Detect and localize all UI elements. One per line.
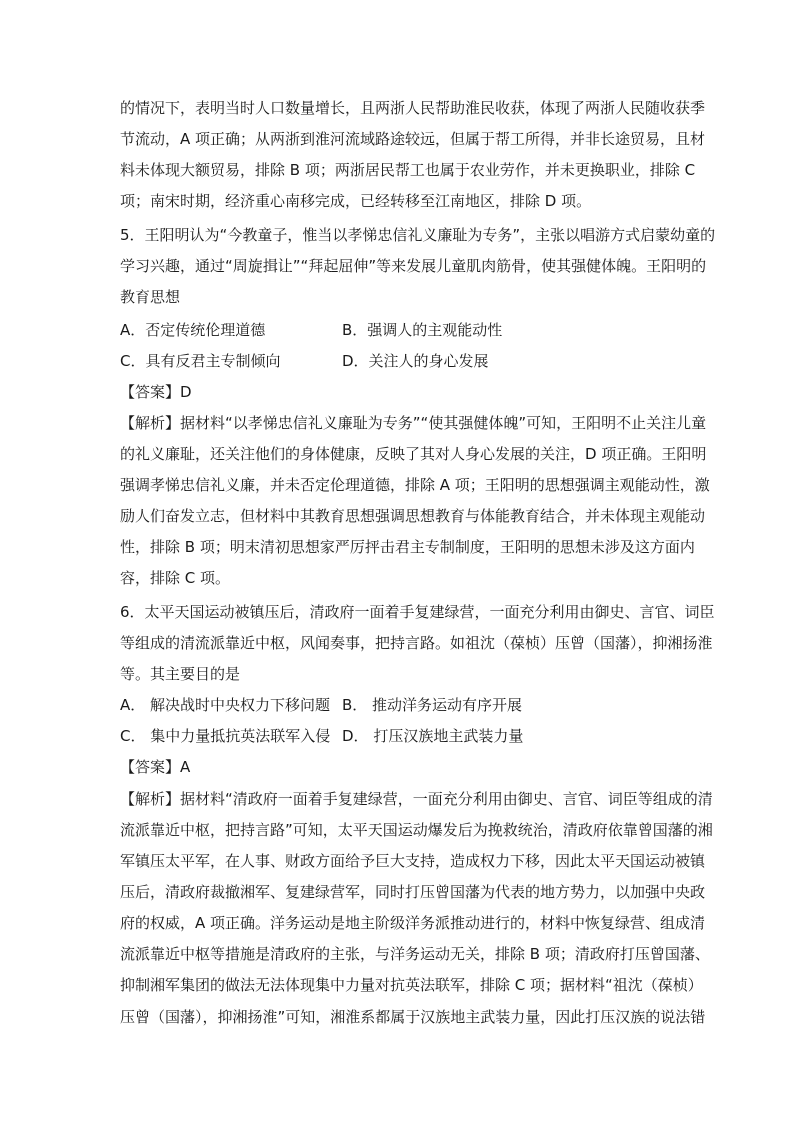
analysis-line: 军镇压太平军，在人事、财政方面给予巨大支持，造成权力下移，因此太平天国运动被镇	[120, 852, 706, 870]
analysis-line: 【解析】据材料“以孝悌忠信礼义廉耻为专务”“使其强健体魄”可知，王阳明不止关注儿童	[120, 414, 707, 432]
analysis-line: 项；南宋时期，经济重心南移完成，已经转移至江南地区，排除 D 项。	[120, 192, 592, 210]
question-stem: 学习兴趣，通过“周旋揖让”“拜起屈伸”等来发展儿童肌肉筋骨，使其强健体魄。王阳明的	[120, 257, 707, 275]
answer-label: 【答案】D	[120, 383, 192, 401]
option-d: D． 打压汉族地主武装力量	[342, 727, 524, 745]
option-b: B．强调人的主观能动性	[342, 321, 503, 339]
option-a: A．否定传统伦理道德	[120, 321, 266, 339]
option-c: C． 集中力量抵抗英法联军入侵	[120, 727, 331, 745]
question-stem: 教育思想	[120, 288, 181, 306]
option-b: B． 推动洋务运动有序开展	[342, 696, 523, 714]
question-stem: 6．太平天国运动被镇压后，清政府一面着手复建绿营，一面充分利用由御史、言官、词臣	[120, 603, 715, 621]
analysis-line: 容，排除 C 项。	[120, 569, 231, 587]
analysis-line: 抑制湘军集团的做法无法体现集中力量对抗英法联军，排除 C 项；据材料“祖沈（葆桢）	[120, 976, 703, 994]
analysis-line: 性，排除 B 项；明末清初思想家严厉抨击君主专制制度，王阳明的思想未涉及这方面内	[120, 538, 695, 556]
analysis-line: 压曾（国藩），抑湘扬淮”可知，湘淮系都属于汉族地主武装力量，因此打压汉族的说法错	[120, 1008, 706, 1026]
analysis-line: 励人们奋发立志，但材料中其教育思想强调思想教育与体能教育结合，并未体现主观能动	[120, 507, 706, 525]
option-a: A． 解决战时中央权力下移问题	[120, 696, 331, 714]
analysis-line: 府的权威，A 项正确。洋务运动是地主阶级洋务派推动进行的，材料中恢复绿营、组成清	[120, 914, 706, 932]
question-stem: 等组成的清流派靠近中枢，风闻奏事，把持言路。如祖沈（葆桢）压曾（国藩），抑湘扬淮	[120, 634, 713, 652]
option-d: D．关注人的身心发展	[342, 352, 489, 370]
question-stem: 等。其主要目的是	[120, 665, 241, 683]
option-c: C．具有反君主专制倾向	[120, 352, 281, 370]
analysis-line: 料未体现大额贸易，排除 B 项；两浙居民帮工也属于农业劳作，并未更换职业，排除 C	[120, 161, 696, 179]
analysis-line: 流派靠近中枢等措施是清政府的主张，与洋务运动无关，排除 B 项；清政府打压曾国藩、	[120, 945, 710, 963]
analysis-line: 压后，清政府裁撤湘军、复建绿营军，同时打压曾国藩为代表的地方势力，以加强中央政	[120, 883, 706, 901]
analysis-line: 强调孝悌忠信礼义廉，并未否定伦理道德，排除 A 项；王阳明的思想强调主观能动性，激	[120, 476, 710, 494]
answer-label: 【答案】A	[120, 758, 191, 776]
analysis-line: 【解析】据材料“清政府一面着手复建绿营，一面充分利用由御史、言官、词臣等组成的清	[120, 790, 713, 808]
analysis-line: 流派靠近中枢，把持言路”可知，太平天国运动爆发后为挽救统治，清政府依靠曾国藩的湘	[120, 821, 713, 839]
analysis-line: 的礼义廉耻，还关注他们的身体健康，反映了其对人身心发展的关注，D 项正确。王阳明	[120, 445, 707, 463]
analysis-line: 节流动，A 项正确；从两浙到淮河流域路途较远，但属于帮工所得，并非长途贸易，且材	[120, 130, 706, 148]
analysis-line: 的情况下，表明当时人口数量增长，且两浙人民帮助淮民收获，体现了两浙人民随收获季	[120, 99, 706, 117]
question-stem: 5．王阳明认为“今教童子，惟当以孝悌忠信礼义廉耻为专务”，主张以唱游方式启蒙幼童的	[120, 226, 716, 244]
